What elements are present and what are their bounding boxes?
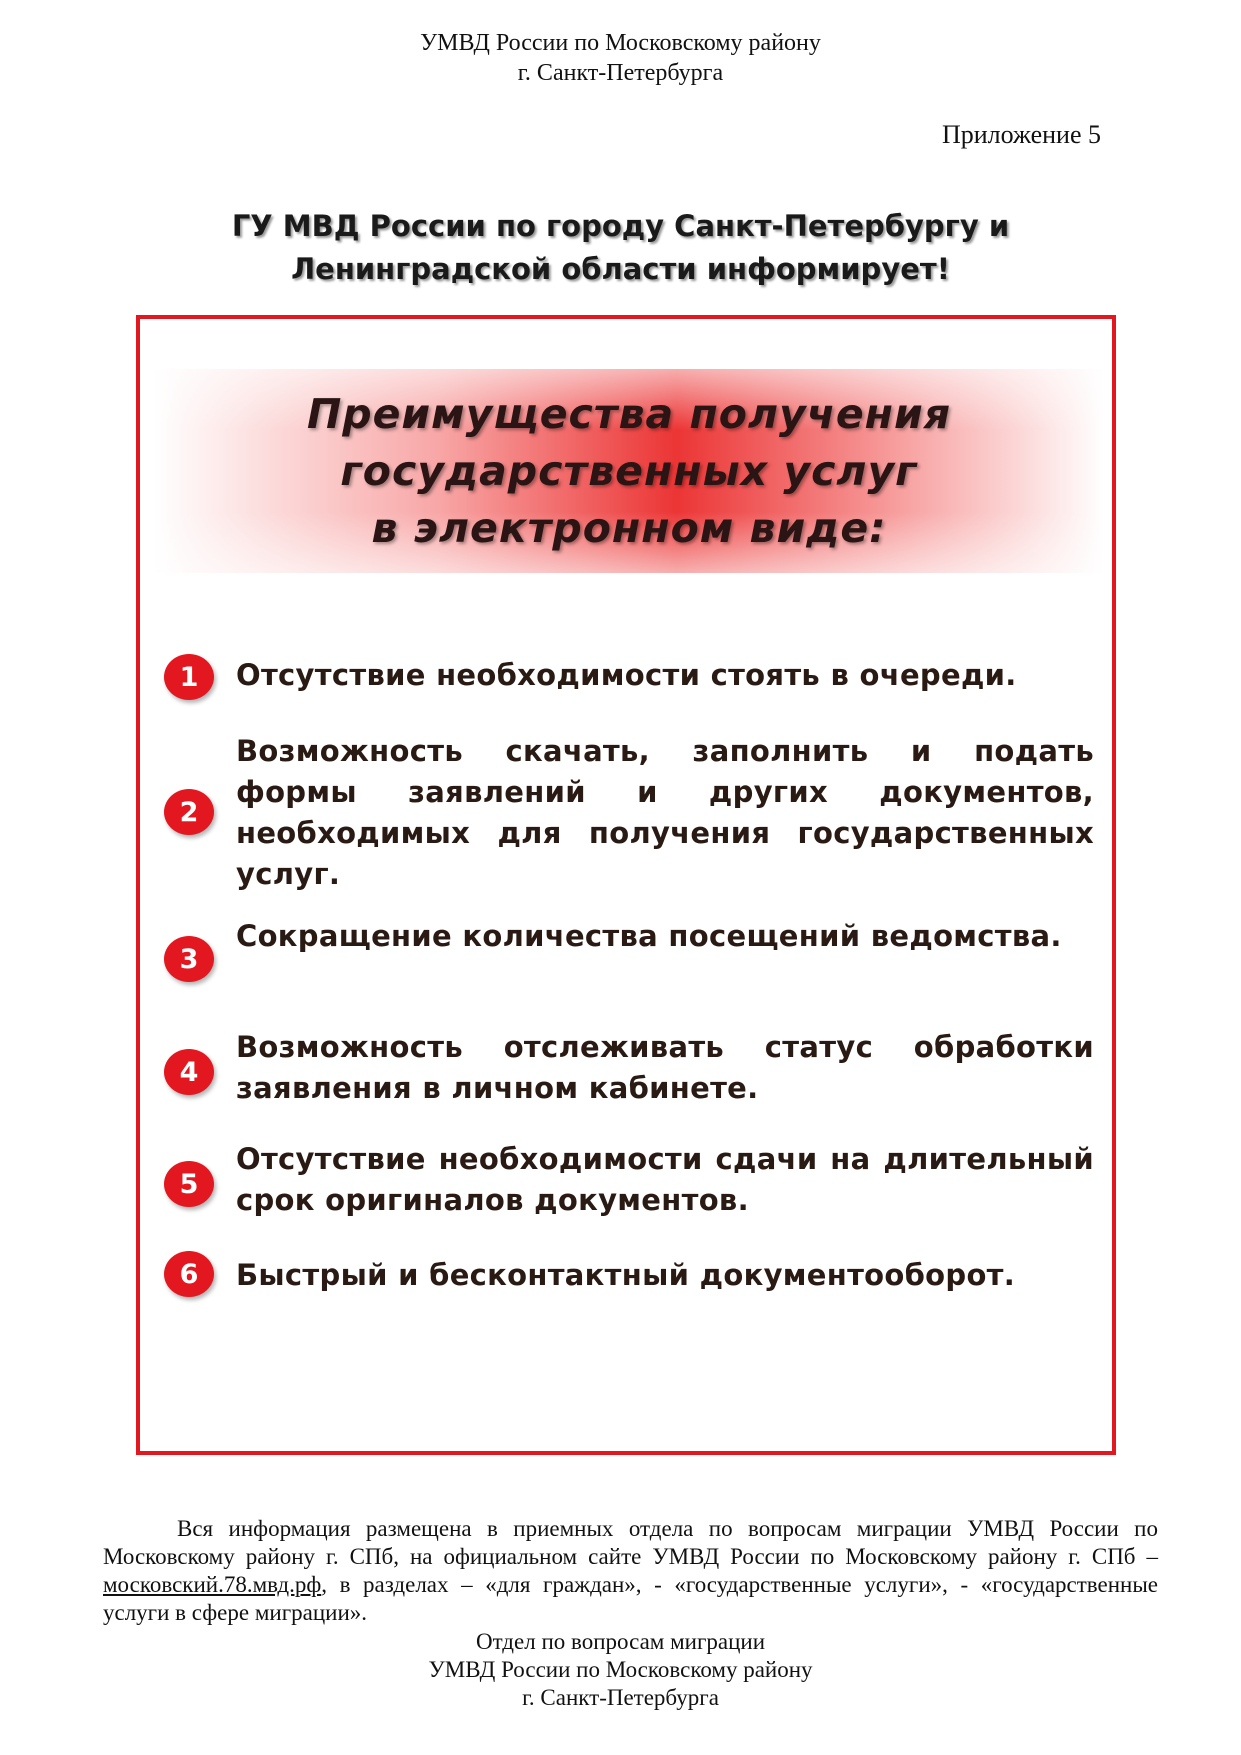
announcement-line-2: Ленинградской области информирует! [291, 252, 950, 286]
document-header [0, 28, 1241, 88]
benefit-text-4: Возможность отслеживать статус обработки заявления в личном кабинете. [236, 1030, 1094, 1105]
footer-text-start: Вся информация размещена в приемных отдела по вопросам миграции УМВД России по Московскому району г. СПб, на официальном сайте УМВД России по Московскому району г. СПб – [103, 1516, 1158, 1569]
benefits-banner [154, 369, 1104, 573]
banner-title [154, 369, 1104, 573]
signature-line-2: УМВД России по Московскому району [428, 1657, 813, 1682]
number-badge-4: 4 [164, 1049, 214, 1095]
appendix-label: Приложение 5 [941, 120, 1101, 149]
footer-text-end: , в разделах – «для граждан», - «государственные услуги», - «государственные услуги в сфере миграции». [103, 1572, 1158, 1625]
number-badge-3: 3 [164, 936, 214, 982]
benefits-frame [136, 315, 1116, 1455]
banner-line-2: государственных услуг [340, 446, 918, 495]
benefit-text-2: Возможность скачать, заполнить и подать формы заявлений и других документов, необходимых для получения государственных услуг. [236, 734, 1094, 891]
benefit-text-3: Сокращение количества посещений ведомства. [236, 919, 1062, 953]
number-badge-1: 1 [164, 654, 214, 700]
announcement-heading [0, 205, 1241, 291]
website-link[interactable]: московский.78.мвд.рф [103, 1572, 322, 1597]
number-badge-2: 2 [164, 789, 214, 835]
footer-signature [0, 1628, 1241, 1712]
signature-line-3: г. Санкт-Петербурга [522, 1685, 719, 1710]
banner-line-3: в электронном виде: [371, 503, 887, 552]
benefit-text-5: Отсутствие необходимости сдачи на длительный срок оригиналов документов. [236, 1142, 1094, 1217]
benefit-text-6: Быстрый и бесконтактный документооборот. [236, 1258, 1016, 1292]
banner-line-1: Преимущества получения [306, 389, 952, 438]
footer-info-paragraph [103, 1515, 1158, 1627]
number-badge-5: 5 [164, 1161, 214, 1207]
benefit-text-1: Отсутствие необходимости стоять в очереди. [236, 658, 1017, 692]
number-badge-6: 6 [164, 1251, 214, 1297]
header-line-1: УМВД России по Московскому району [420, 30, 821, 56]
announcement-line-1: ГУ МВД России по городу Санкт-Петербургу и [231, 209, 1010, 243]
header-line-2: г. Санкт-Петербурга [517, 60, 724, 86]
signature-line-1: Отдел по вопросам миграции [475, 1629, 766, 1654]
